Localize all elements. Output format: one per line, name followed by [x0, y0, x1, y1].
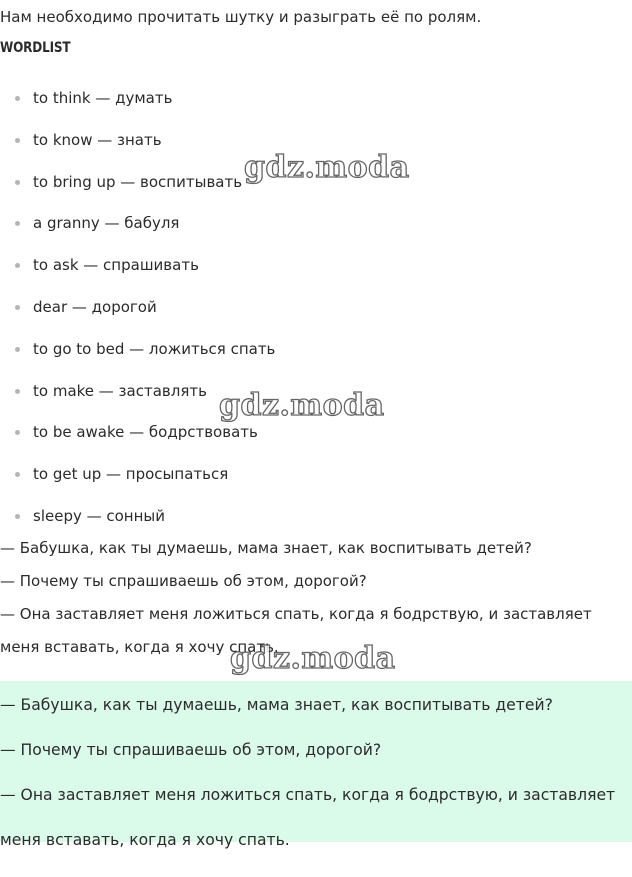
intro-text: Нам необходимо прочитать шутку и разыграть её по ролям.: [0, 8, 482, 26]
list-item-text: to think — думать: [33, 89, 173, 107]
bullet-icon: [15, 305, 20, 310]
list-item-text: dear — дорогой: [33, 297, 157, 316]
list-item: [0, 255, 632, 297]
bullet-icon: [15, 180, 20, 185]
list-item: [0, 381, 632, 423]
answer-block: [0, 681, 632, 849]
list-item-text: to bring up — воспитывать: [33, 172, 243, 191]
list-item-text: to go to bed — ложиться спать: [33, 339, 276, 358]
list-item: [0, 130, 632, 172]
wordlist: [0, 88, 632, 548]
answer-line: — Почему ты спрашиваешь об этом, дорогой?: [0, 741, 382, 759]
list-item-text: to make — заставлять: [33, 381, 207, 400]
bullet-icon: [15, 263, 20, 268]
list-item-text: to ask — спрашивать: [33, 256, 199, 275]
list-item: [0, 422, 632, 464]
list-item-text: sleepy — сонный: [33, 506, 166, 525]
bullet-icon: [15, 347, 20, 352]
dialogue-line: — Она заставляет меня ложиться спать, когда я бодрствую, и заставляет меня вставать, когда я хочу спать.: [0, 605, 592, 656]
bullet-icon: [15, 430, 20, 435]
list-item: [0, 464, 632, 506]
list-item-text: a granny — бабуля: [33, 214, 180, 233]
watermark-logo: gdz.moda: [230, 641, 396, 676]
dialogue-text: [0, 532, 628, 664]
dialogue-line: — Почему ты спрашиваешь об этом, дорогой?: [0, 572, 367, 590]
answer-line: — Она заставляет меня ложиться спать, когда я бодрствую, и заставляет меня вставать, когда я хочу спать.: [0, 786, 616, 849]
list-item-text: to know — знать: [33, 130, 162, 149]
watermark-logo: gdz.moda: [219, 388, 385, 423]
list-item: [0, 88, 632, 130]
list-item: [0, 297, 632, 339]
list-item: [0, 213, 632, 255]
bullet-icon: [15, 472, 20, 477]
bullet-icon: [15, 389, 20, 394]
bullet-icon: [15, 96, 20, 101]
dialogue-line: — Бабушка, как ты думаешь, мама знает, как воспитывать детей?: [0, 539, 532, 557]
bullet-icon: [15, 514, 20, 519]
bullet-icon: [15, 221, 20, 226]
answer-text: [0, 683, 630, 863]
list-item: [0, 172, 632, 214]
list-item: [0, 339, 632, 381]
list-item-text: to be awake — бодрствовать: [33, 423, 258, 442]
list-item-text: to get up — просыпаться: [33, 465, 229, 484]
wordlist-heading: WORDLIST: [0, 40, 71, 56]
bullet-icon: [15, 138, 20, 143]
answer-line: — Бабушка, как ты думаешь, мама знает, как воспитывать детей?: [0, 696, 553, 714]
watermark-logo: gdz.moda: [244, 150, 410, 185]
